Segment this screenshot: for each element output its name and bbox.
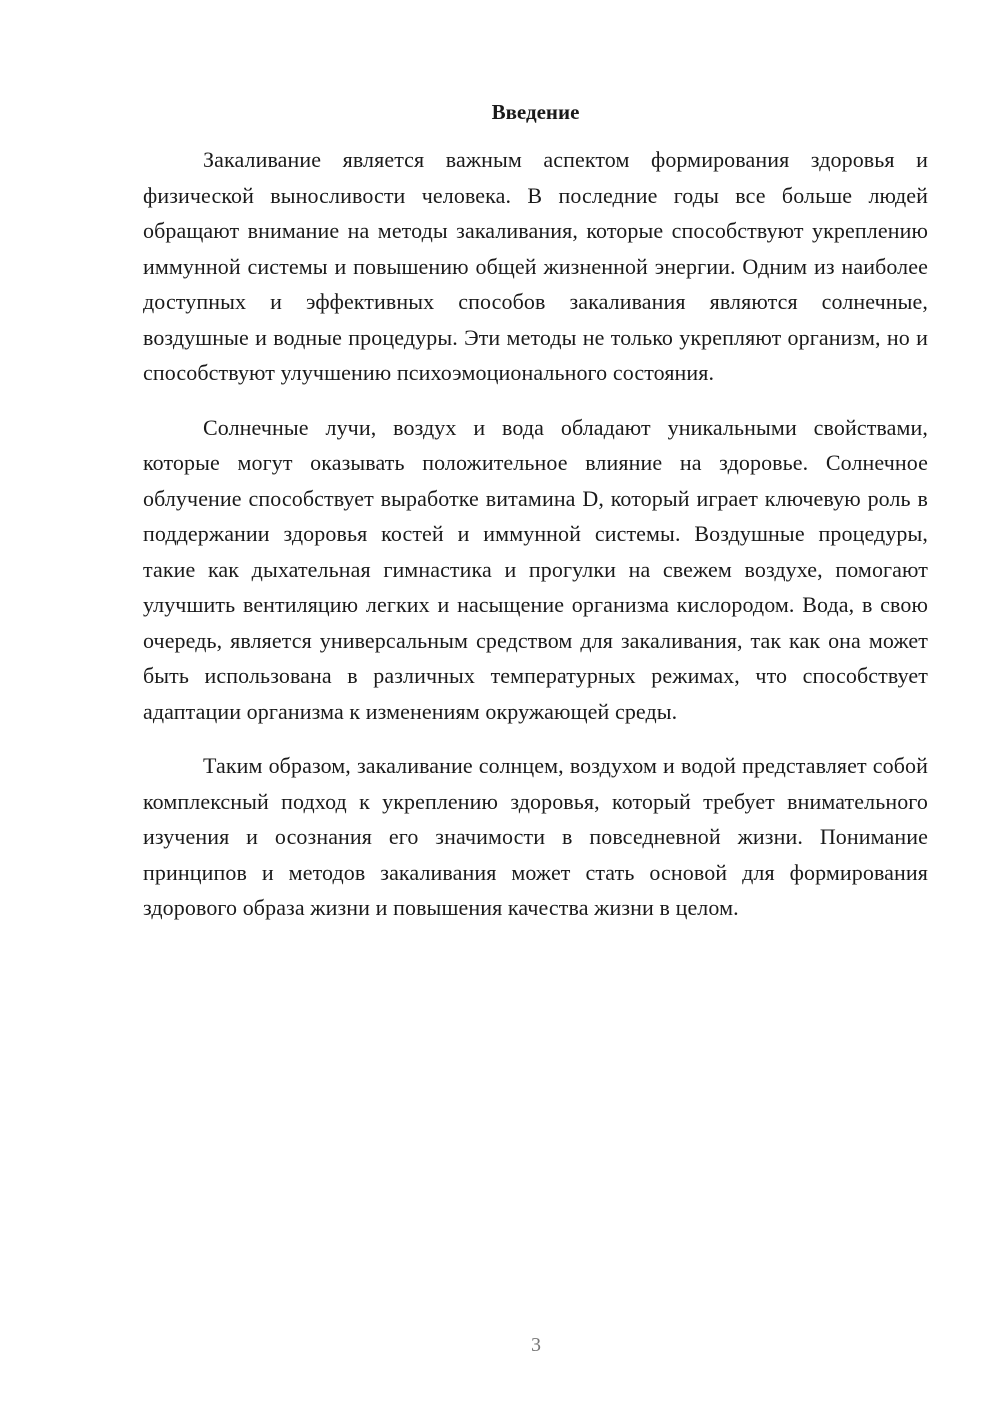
section-title: Введение xyxy=(491,100,580,124)
paragraph-1: Закаливание является важным аспектом формирования здоровья и физической выносливости человека. В последние годы все больше людей обращают внимание на методы закаливания, которые способствуют укреплению иммунной системы и повышению общей жизненной энергии. Одним из наиболее доступных и эффективных способов закаливания являются солнечные, воздушные и водные процедуры. Эти методы не только укрепляют организм, но и способствуют улучшению психоэмоционального состояния. xyxy=(143,147,928,385)
body-text xyxy=(143,142,928,945)
paragraph-3: Таким образом, закаливание солнцем, воздухом и водой представляет собой комплексный подход к укреплению здоровья, который требует внимательного изучения и осознания его значимости в повседневной жизни. Понимание принципов и методов закаливания может стать основой для формирования здорового образа жизни и повышения качества жизни в целом. xyxy=(143,753,928,920)
paragraph-2: Солнечные лучи, воздух и вода обладают уникальными свойствами, которые могут оказывать положительное влияние на здоровье. Солнечное облучение способствует выработке витамина D, который играет ключевую роль в поддержании здоровья костей и иммунной системы. Воздушные процедуры, такие как дыхательная гимнастика и прогулки на свежем воздухе, помогают улучшить вентиляцию легких и насыщение организма кислородом. Вода, в свою очередь, является универсальным средством для закаливания, так как она может быть использована в различных температурных режимах, что способствует адаптации организма к изменениям окружающей среды. xyxy=(143,414,928,724)
page-number: 3 xyxy=(531,1334,541,1356)
